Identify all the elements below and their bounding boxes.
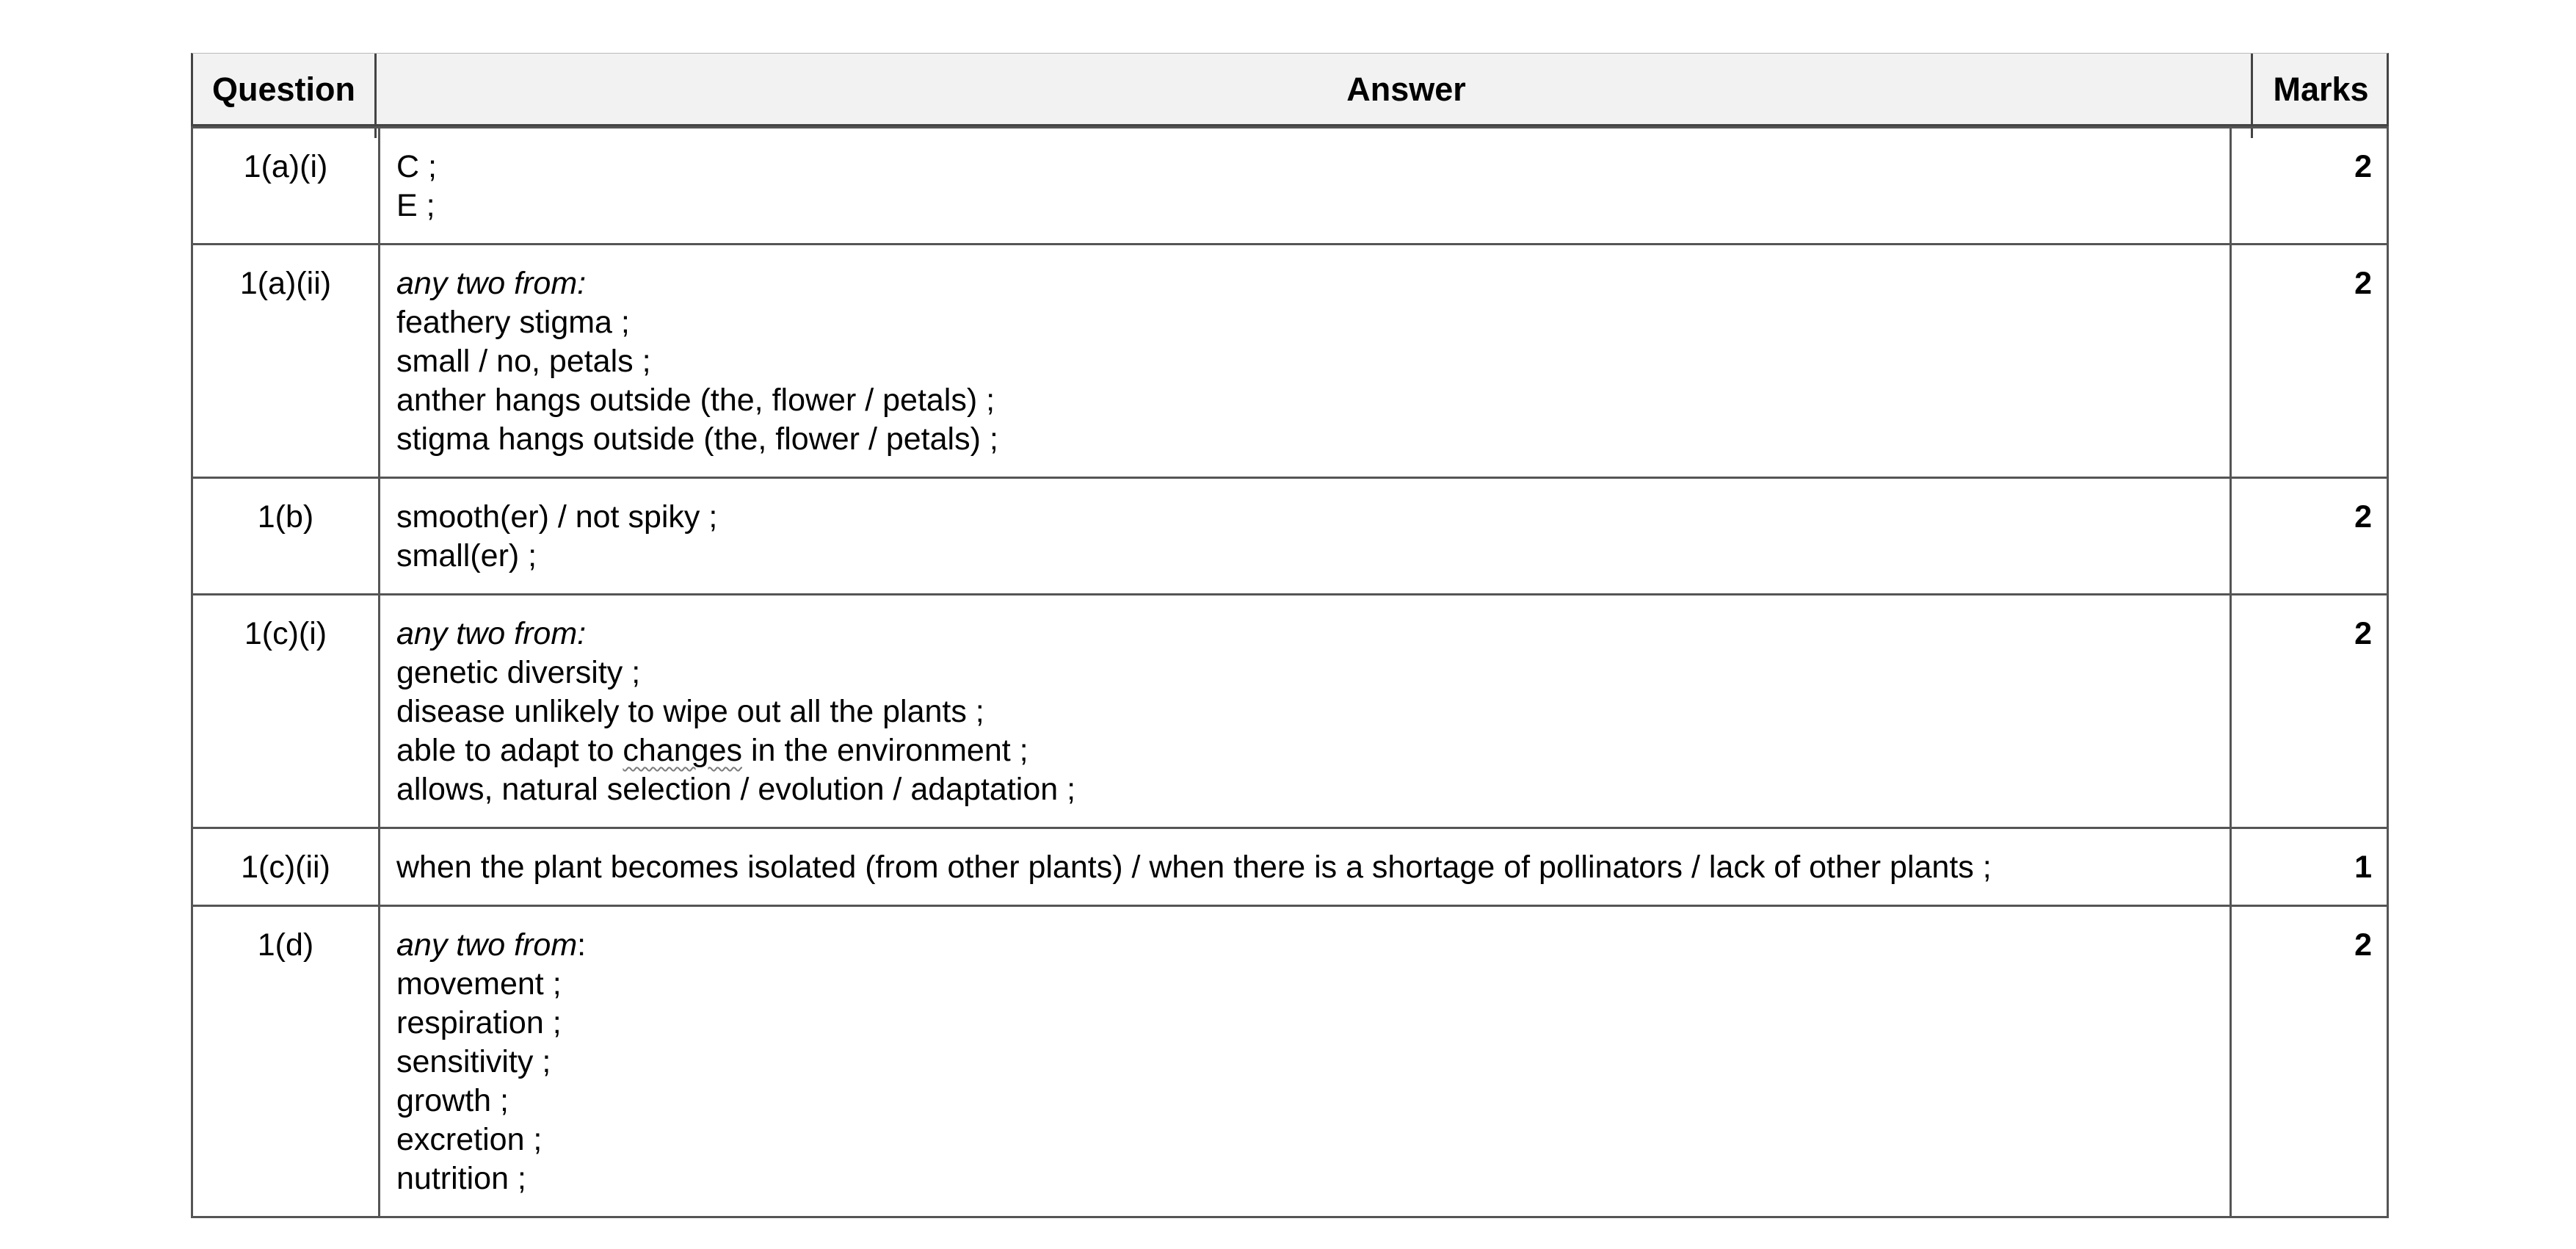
answer-line-changes: able to adapt to changes in the environment ; [396,733,1028,768]
answer-line: smooth(er) / not spiky ; [396,499,718,535]
answer-line: disease unlikely to wipe out all the plants ; [396,694,984,729]
answer-cell [380,478,2231,595]
marks-value: 2 [2231,906,2388,1217]
header-marks: Marks [2273,70,2369,108]
marks-value: 2 [2231,595,2388,828]
table-row [192,478,2388,595]
mark-scheme-table [191,126,2389,1218]
question-number: 1(d) [192,906,380,1217]
answer-intro: any two from [396,927,578,963]
question-number: 1(a)(ii) [192,245,380,478]
answer-line: movement ; [396,966,562,1002]
answer-line: C ; [396,149,437,184]
table-row [192,128,2388,245]
question-number: 1(a)(i) [192,128,380,245]
header-divider [374,54,377,138]
answer-cell [380,245,2231,478]
marks-value: 2 [2231,478,2388,595]
answer-line: excretion ; [396,1122,543,1157]
answer-cell [380,828,2231,906]
answer-line: stigma hangs outside (the, flower / petals) ; [396,421,998,457]
answer-line: allows, natural selection / evolution / adaptation ; [396,772,1076,807]
header-divider [2251,54,2253,138]
answer-line: feathery stigma ; [396,305,630,340]
answer-cell [380,906,2231,1217]
question-number: 1(c)(ii) [192,828,380,906]
table-header-row [191,53,2389,126]
answer-line: small / no, petals ; [396,344,651,379]
marks-value: 2 [2231,245,2388,478]
marks-value: 2 [2231,128,2388,245]
answer-line: when the plant becomes isolated (from other plants) / when there is a shortage of pollinators / lack of other plants ; [396,850,1992,885]
table-row [192,828,2388,906]
question-number: 1(b) [192,478,380,595]
answer-cell [380,595,2231,828]
marks-value: 1 [2231,828,2388,906]
answer-line: respiration ; [396,1005,562,1040]
answer-intro-suffix: : [577,927,587,963]
mark-scheme-header [191,53,2389,126]
answer-line: small(er) ; [396,538,537,573]
answer-cell [380,128,2231,245]
answer-intro: any two from: [396,616,587,651]
answer-line: growth ; [396,1083,509,1118]
answer-line: E ; [396,188,435,223]
answer-line: nutrition ; [396,1161,526,1196]
answer-intro: any two from: [396,266,587,301]
answer-line: sensitivity ; [396,1044,551,1079]
answer-line: anther hangs outside (the, flower / petals) ; [396,383,995,418]
answer-line: genetic diversity ; [396,655,641,690]
table-row [192,245,2388,478]
header-answer: Answer [1346,70,1466,108]
answer-intro-line [396,926,2215,965]
question-number: 1(c)(i) [192,595,380,828]
header-question: Question [211,70,355,108]
table-row [192,906,2388,1217]
table-row [192,595,2388,828]
